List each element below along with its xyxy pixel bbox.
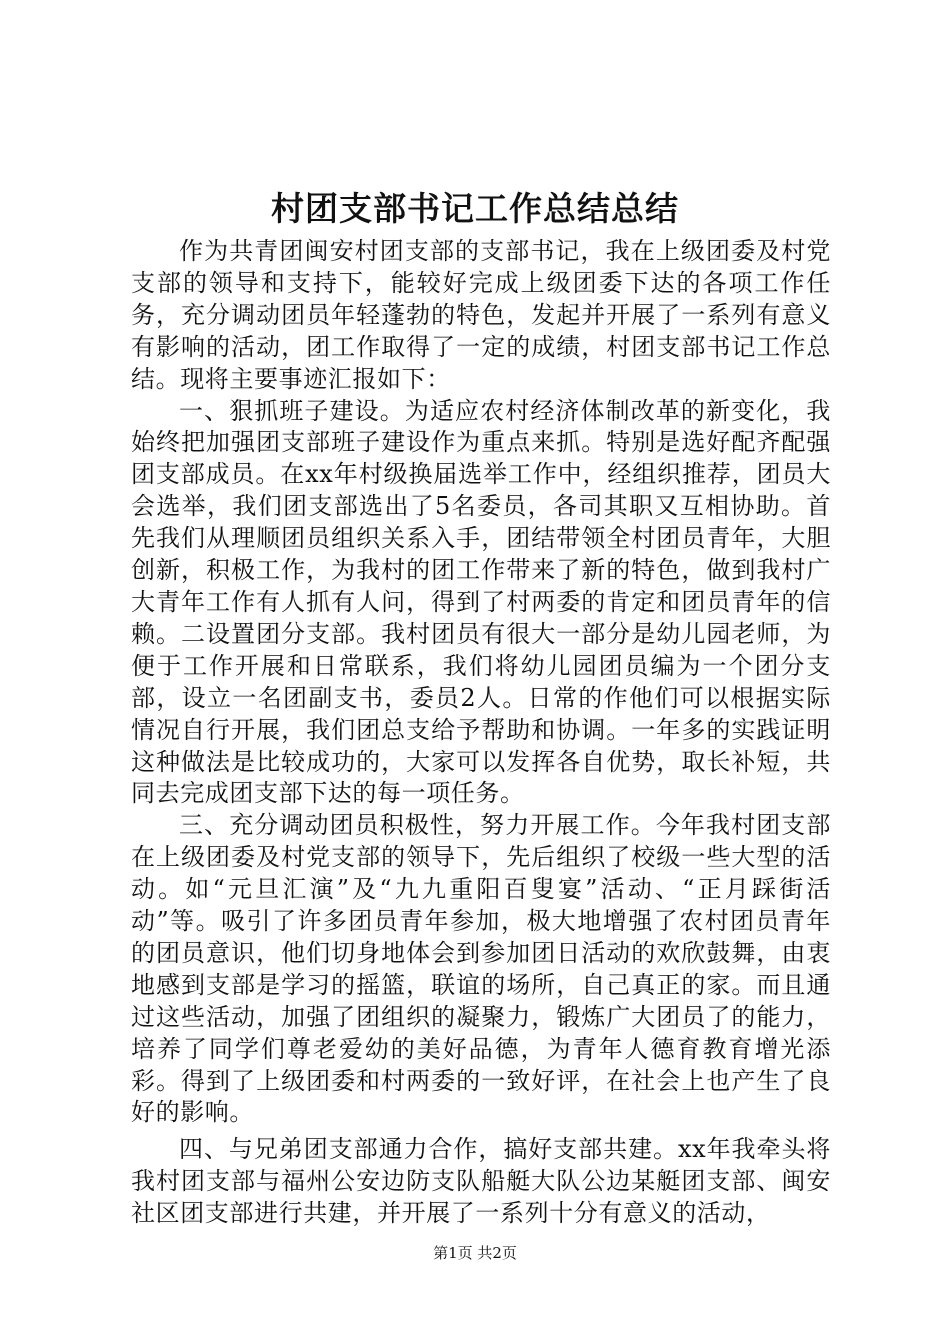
- paragraph-activities: 三、充分调动团员积极性，努力开展工作。今年我村团支部在上级团委及村党支部的领导下，先后组织了校级一些大型的活动。如“元旦汇演”及“九九重阳百叟宴”活动、“正月踩街活动”等。吸引了许多团员青年参加，极大地增强了农村团员青年的团员意识，他们切身地体会到参加团日活动的欢欣鼓舞，由衷地感到支部是学习的摇篮，联谊的场所，自己真正的家。而且通过这些活动，加强了团组织的凝聚力，锻炼广大团员了的能力，培养了同学们尊老爱幼的美好品德，为青年人德育教育增光添彩。得到了上级团委和村两委的一致好评，在社会上也产生了良好的影响。: [131, 811, 831, 1127]
- paragraph-cooperation: 四、与兄弟团支部通力合作，搞好支部共建。xx年我牵头将我村团支部与福州公安边防支队船艇大队公边某艇团支部、闽安社区团支部进行共建，并开展了一系列十分有意义的活动，: [131, 1135, 831, 1228]
- paragraph-intro: 作为共青团闽安村团支部的支部书记，我在上级团委及村党支部的领导和支持下，能较好完成上级团委下达的各项工作任务，充分调动团员年轻蓬勃的特色，发起并开展了一系列有意义有影响的活动，团工作取得了一定的成绩，村团支部书记工作总结。现将主要事迹汇报如下：: [131, 237, 831, 393]
- page-indicator: 第1页 共2页: [433, 1244, 517, 1262]
- paragraph-team-building: 一、狠抓班子建设。为适应农村经济体制改革的新变化，我始终把加强团支部班子建设作为重点来抓。特别是选好配齐配强团支部成员。在xx年村级换届选举工作中，经组织推荐，团员大会选举，我们团支部选出了5名委员，各司其职又互相协助。首先我们从理顺团员组织关系入手，团结带领全村团员青年，大胆创新，积极工作，为我村的团工作带来了新的特色，做到我村广大青年工作有人抓有人问，得到了村两委的肯定和团员青年的信赖。二设置团分支部。我村团员有很大一部分是幼儿园老师，为便于工作开展和日常联系，我们将幼儿园团员编为一个团分支部，设立一名团副支书，委员2人。日常的作他们可以根据实际情况自行开展，我们团总支给予帮助和协调。一年多的实践证明这种做法是比较成功的，大家可以发挥各自优势，取长补短，共同去完成团支部下达的每一项任务。: [131, 396, 831, 808]
- document-body: [131, 236, 831, 1230]
- document-title: 村团支部书记工作总结总结: [271, 189, 679, 228]
